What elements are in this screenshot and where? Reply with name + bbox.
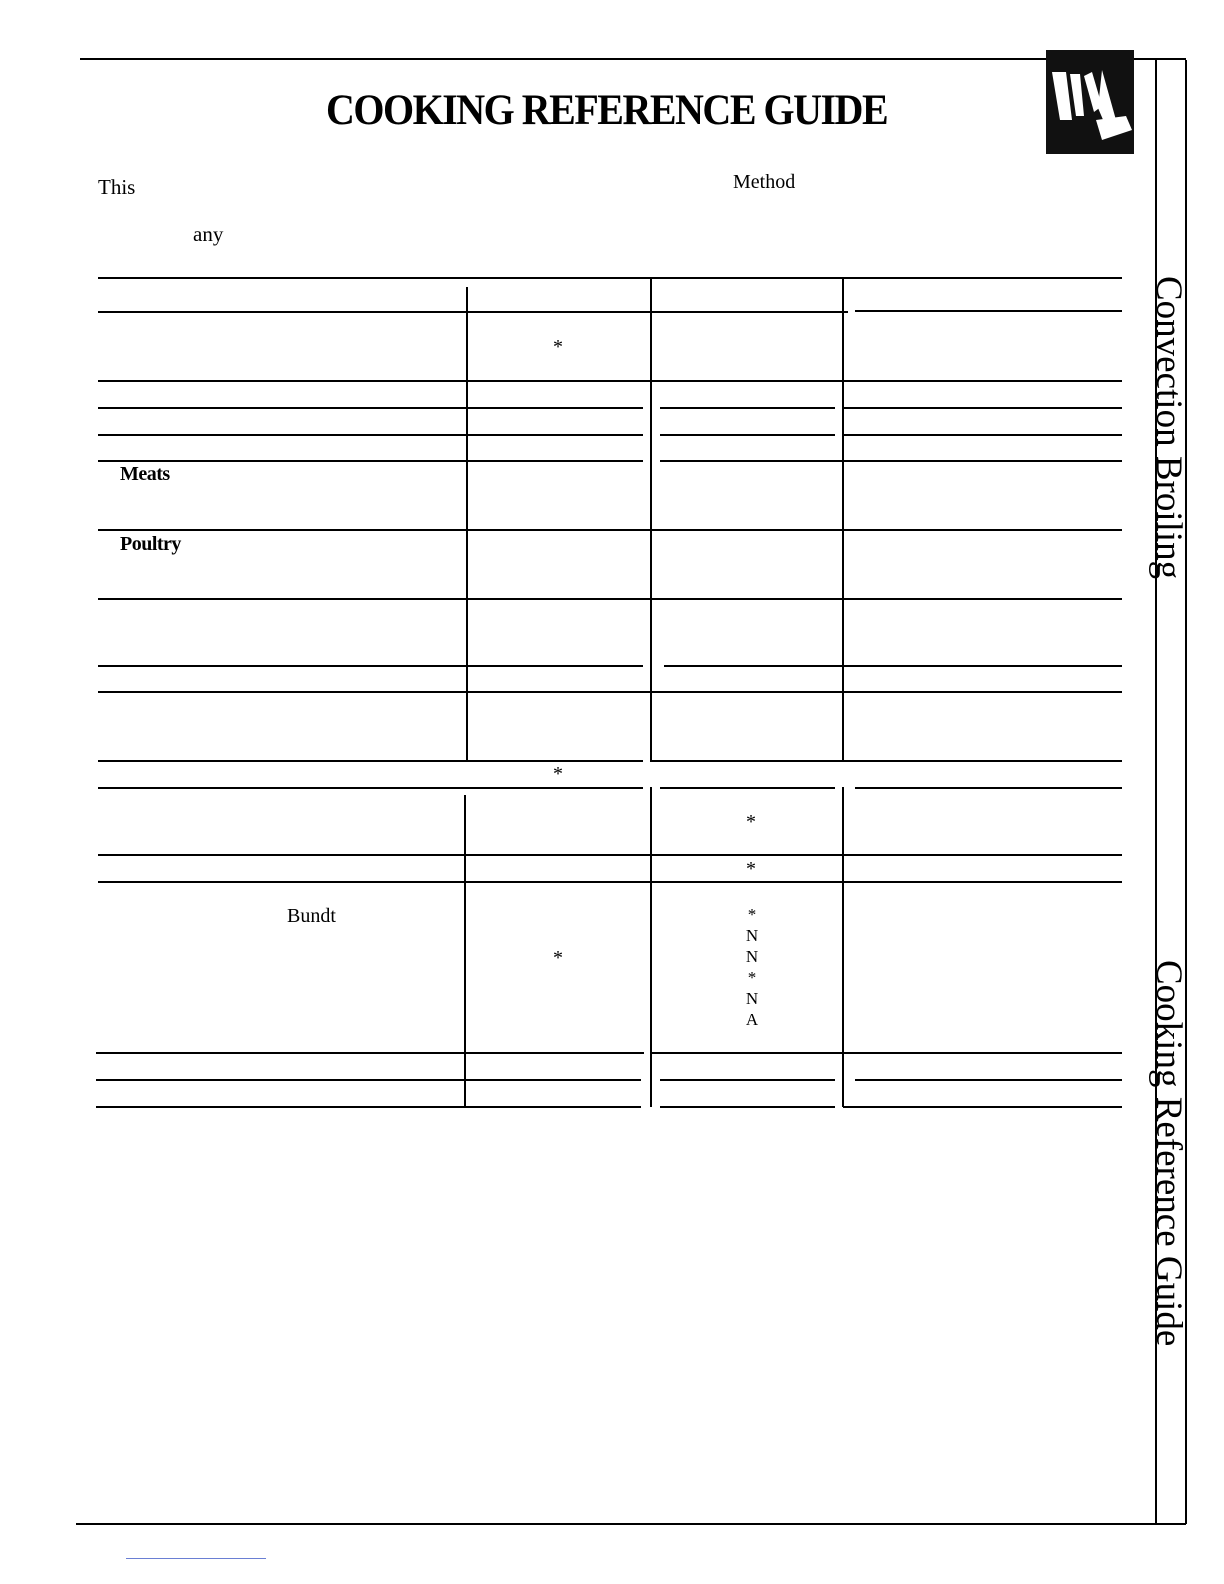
footer-link-line — [126, 1558, 266, 1559]
intro-word-this: This — [98, 175, 136, 199]
stack-char: N — [745, 947, 759, 966]
row-label-meats: Meats — [120, 463, 170, 485]
page-title: COOKING REFERENCE GUIDE — [326, 85, 888, 134]
row-label-bundt: Bundt — [287, 905, 336, 927]
side-tab-cooking-reference-guide[interactable]: Cooking Reference Guide — [1148, 960, 1189, 1347]
asterisk-mark: * — [553, 336, 563, 358]
intro-word-any: any — [193, 222, 224, 246]
stack-char: * — [747, 968, 757, 987]
asterisk-mark: * — [553, 947, 563, 969]
table-top-rule — [98, 277, 1122, 279]
side-tab-convection-broiling[interactable]: Convection Broiling — [1148, 276, 1189, 580]
stack-char: N — [745, 926, 759, 945]
intro-word-method: Method — [733, 171, 796, 193]
stacked-characters — [737, 904, 767, 1030]
stack-char: * — [747, 905, 757, 924]
stack-char: A — [745, 1010, 759, 1029]
top-rule — [80, 58, 1186, 60]
asterisk-mark: * — [746, 811, 756, 833]
bottom-rule — [76, 1523, 1186, 1525]
asterisk-mark: * — [746, 858, 756, 880]
stack-char: N — [745, 989, 759, 1008]
logo — [1046, 50, 1134, 154]
row-label-poultry: Poultry — [120, 533, 181, 555]
asterisk-mark: * — [553, 763, 563, 785]
hand-pressing-button-icon — [1046, 50, 1134, 154]
